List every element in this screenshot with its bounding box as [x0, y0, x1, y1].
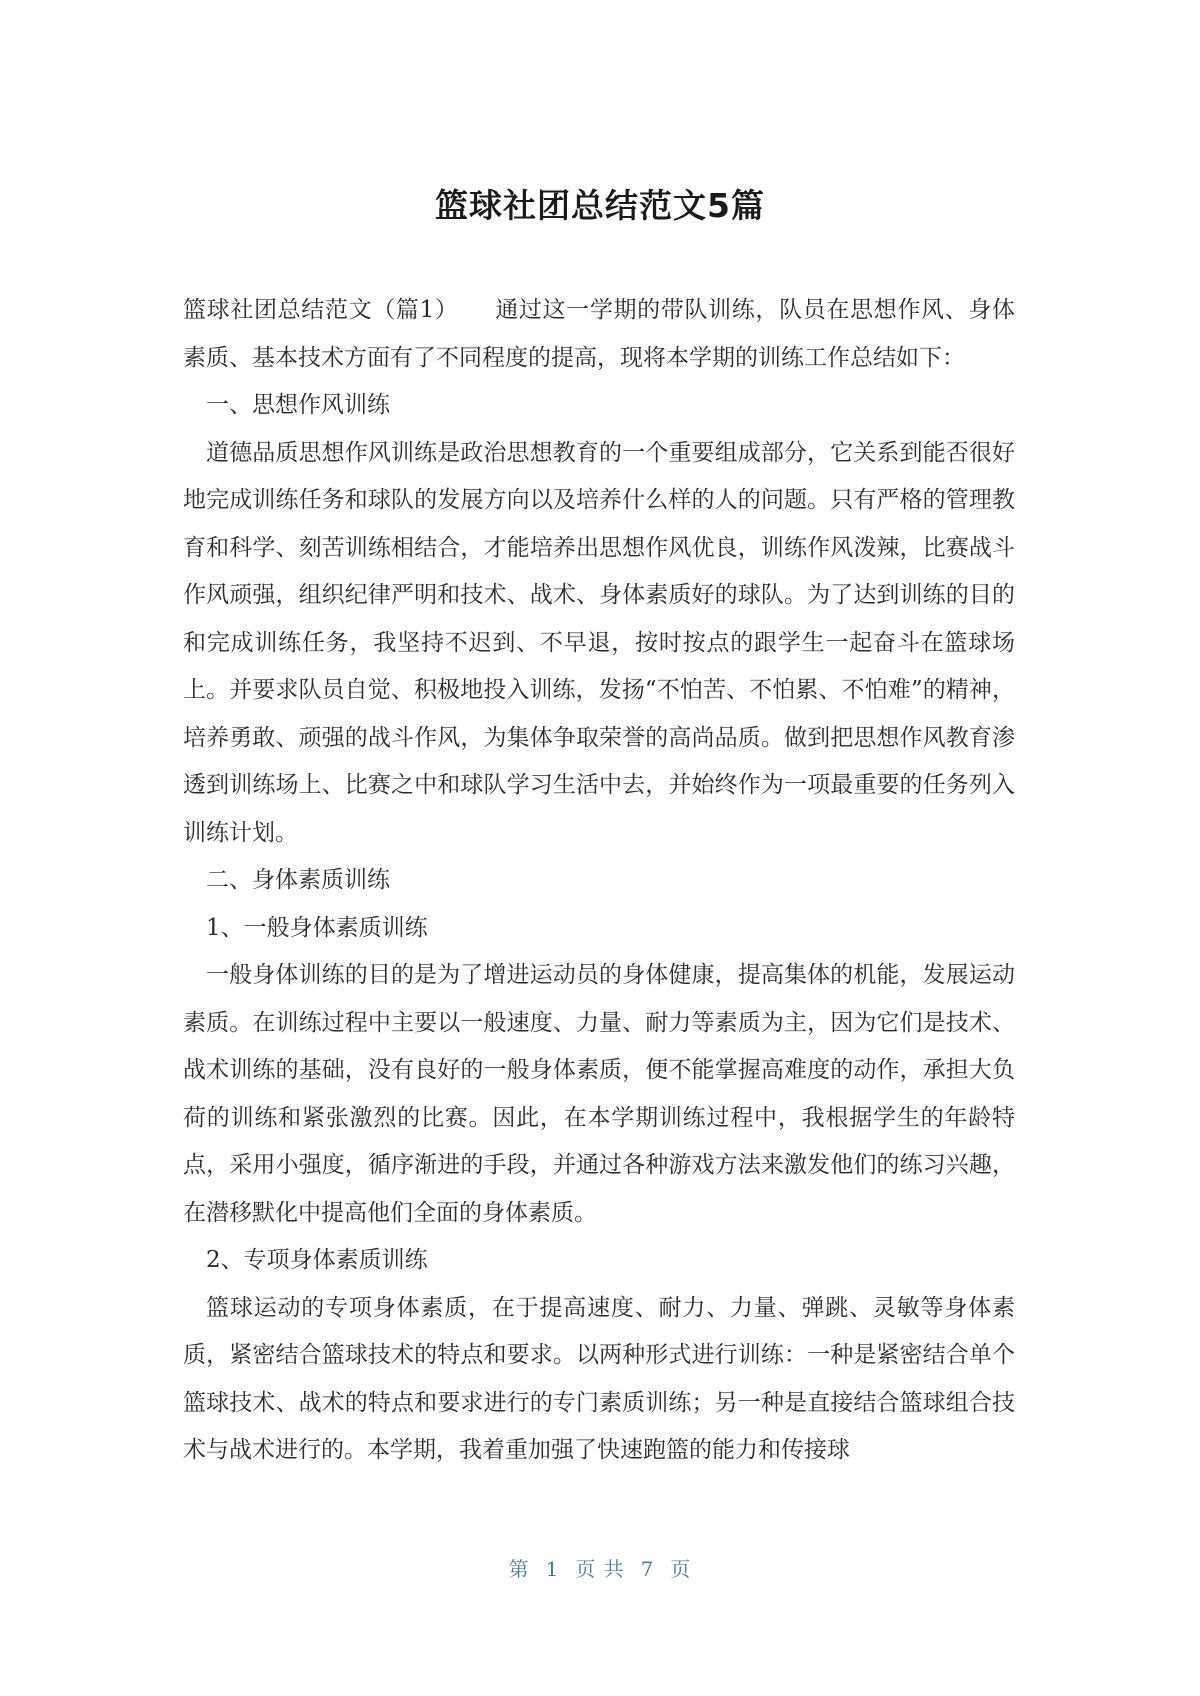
footer-total-pages: 7	[640, 1557, 655, 1581]
section-heading-thought-training: 一、思想作风训练	[206, 392, 390, 418]
footer-middle: 页 共	[575, 1557, 625, 1581]
intro-text: 通过这一学期的带队训练，队员在思想作风、身体素质、基本技术方面有了不同程度的提高，现将本学期的训练工作总结如下：	[183, 297, 1015, 371]
subheading-general-physical: 1、一般身体素质训练	[206, 914, 428, 941]
section-heading-physical-training: 二、身体素质训练	[206, 867, 390, 893]
paragraph-general-physical: 一般身体训练的目的是为了增进运动员的身体健康，提高集体的机能，发展运动素质。在训练过程中主要以一般速度、力量、耐力等素质为主，因为它们是技术、战术训练的基础，没有良好的一般身体素质，便不能掌握高难度的动作，承担大负荷的训练和紧张激烈的比赛。因此，在本学期训练过程中，我根据学生的年龄特点，采用小强度，循序渐进的手段，并通过各种游戏方法来激发他们的练习兴趣，在潜移默化中提高他们全面的身体素质。	[183, 962, 1015, 1226]
page-footer	[0, 1553, 1200, 1582]
paragraph-thought-training: 道德品质思想作风训练是政治思想教育的一个重要组成部分，它关系到能否很好地完成训练任务和球队的发展方向以及培养什么样的人的问题。只有严格的管理教育和科学、刻苦训练相结合，才能培养出思想作风优良，训练作风泼辣，比赛战斗作风顽强，组织纪律严明和技术、战术、身体素质好的球队。为了达到训练的目的和完成训练任务，我坚持不迟到、不早退，按时按点的跟学生一起奋斗在篮球场上。并要求队员自觉、积极地投入训练，发扬“不怕苦、不怕累、不怕难”的精神，培养勇敢、顽强的战斗作风，为集体争取荣誉的高尚品质。做到把思想作风教育渗透到训练场上、比赛之中和球队学习生活中去，并始终作为一项最重要的任务列入训练计划。	[183, 439, 1015, 846]
subheading-special-physical: 2、专项身体素质训练	[206, 1247, 428, 1273]
document-body	[183, 287, 1015, 1475]
footer-suffix: 页	[670, 1557, 692, 1581]
intro-label: 篮球社团总结范文（篇1）	[183, 297, 459, 323]
footer-page-number: 1	[545, 1557, 560, 1581]
paragraph-special-physical: 篮球运动的专项身体素质，在于提高速度、耐力、力量、弹跳、灵敏等身体素质，紧密结合篮球技术的特点和要求。以两种形式进行训练：一种是紧密结合单个篮球技术、战术的特点和要求进行的专门素质训练；另一种是直接结合篮球组合技术与战术进行的。本学期，我着重加强了快速跑篮的能力和传接球	[183, 1294, 1015, 1463]
document-title: 篮球社团总结范文5篇	[435, 186, 765, 225]
footer-prefix: 第	[508, 1557, 530, 1581]
intro-paragraph	[183, 287, 1015, 382]
